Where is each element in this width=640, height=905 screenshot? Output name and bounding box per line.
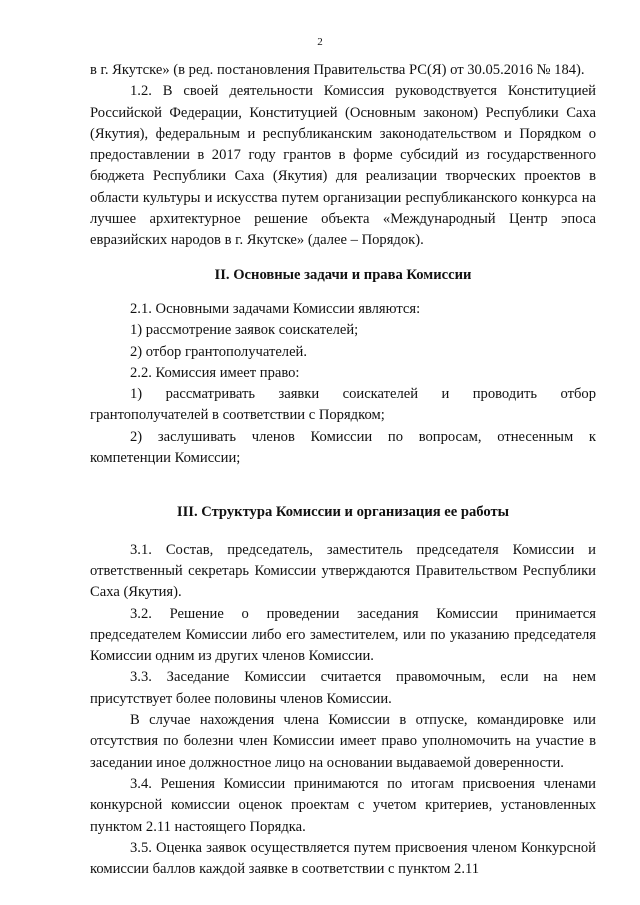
paragraph-3-3-continued: В случае нахождения члена Комиссии в отпуске, командировке или отсутствия по болезни член Комиссии имеет право уполномочить на участие в заседании иное должностное лицо на основании выдаваемой доверенности.	[90, 712, 596, 771]
page-number: 2	[317, 36, 323, 48]
paragraph-continuation: в г. Якутске» (в ред. постановления Правительства РС(Я) от 30.05.2016 № 184).	[90, 62, 585, 78]
list-item-2-1-1: 1) рассмотрение заявок соискателей;	[130, 322, 359, 339]
paragraph-3-5: 3.5. Оценка заявок осуществляется путем присвоения членом Конкурсной комиссии баллов каждой заявке в соответствии с пунктом 2.11	[90, 839, 596, 878]
list-item-2-2-1: 1) рассматривать заявки соискателей и проводить отбор грантополучателей в соответствии с Порядком;	[90, 386, 596, 424]
document-body	[90, 60, 596, 880]
list-item-2-1-2: 2) отбор грантополучателей.	[130, 343, 308, 360]
paragraph-2-2: 2.2. Комиссия имеет право:	[130, 364, 300, 381]
paragraph-3-4: 3.4. Решения Комиссии принимаются по итогам присвоения членами конкурсной комиссии оценок проектам с учетом критериев, установленных пунктом 2.11 настоящего Порядка.	[90, 775, 596, 835]
paragraph-3-2: 3.2. Решение о проведении заседания Комиссии принимается председателем Комиссии либо его заместителем, или по указанию председателя Комиссии одним из других членов Комиссии.	[90, 605, 596, 665]
section-heading-3: III. Структура Комиссии и организация ее работы	[176, 504, 510, 521]
paragraph-3-1: 3.1. Состав, председатель, заместитель председателя Комиссии и ответственный секретарь Комиссии утверждаются Правительством Республики Саха (Якутия).	[90, 541, 596, 601]
list-item-2-2-2: 2) заслушивать членов Комиссии по вопросам, отнесенным к компетенции Комиссии;	[90, 428, 596, 467]
paragraph-1-2: 1.2. В своей деятельности Комиссия руководствуется Конституцией Российской Федерации, Конституцией (Основным законом) Республики Саха (Якутия), федеральным и республиканским законодательством и Порядком о предоставлении в 2017 году грантов в форме субсидий из государственного бюджета Республики Саха (Якутия) для реализации творческих проектов в области культуры и искусства путем организации республиканского конкурса на лучшее архитектурное решение объекта «Международный Центр эпоса евразийских народов в г. Якутске» (далее – Порядок).	[90, 83, 596, 249]
section-heading-2: II. Основные задачи и права Комиссии	[214, 266, 472, 283]
paragraph-3-3: 3.3. Заседание Комиссии считается правомочным, если на нем присутствует более половины членов Комиссии.	[90, 669, 596, 707]
paragraph-2-1: 2.1. Основными задачами Комиссии являются:	[130, 300, 421, 317]
